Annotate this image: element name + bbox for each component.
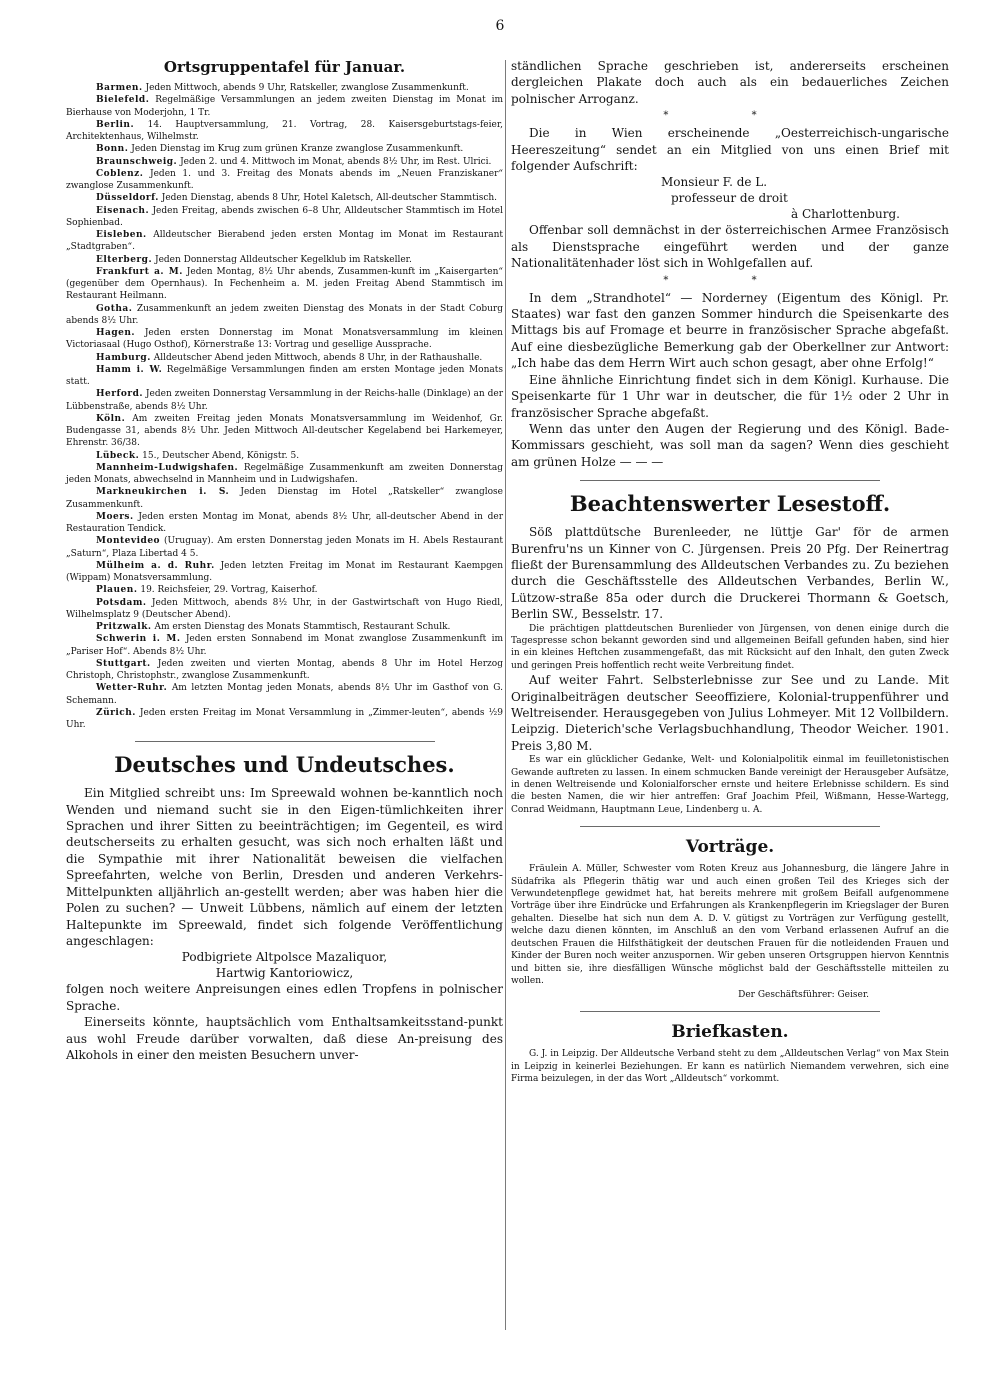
ortsgruppe-entry [66,388,503,413]
paragraph: Wenn das unter den Augen der Regierung und des Königl. Bade-Kommissars geschieht, was soll man da sagen? Wenn dies geschieht am grünen Holze — — — [511,421,949,469]
signature: Der Geschäftsführer: Geiser. [738,990,869,1001]
ortsgruppe-entry [66,82,503,94]
entry-text: 15., Deutscher Abend, Königstr. 5. [142,450,300,461]
entry-text: Alldeutscher Bierabend jeden ersten Montag im Monat im Restaurant „Stadtgraben“. [66,230,503,253]
entry-text: Jeden zweiten und vierten Montag, abends 8 Uhr im Hotel Herzog Christoph, Christophstr., zwanglose Zusammenkunft. [66,658,503,681]
book-entry: Söß plattdütsche Burenleeder, ne lüttje Gar' för de armen Burenfru'ns un Kinner von C. Jürgensen. Preis 20 Pfg. Der Reinertrag fließt der Burensammlung des Alldeutschen Verbandes zu. Zu beziehen durch die Geschäftsstelle des Alldeutschen Verbandes, Berlin W., Lützow-straße 85a oder durch die Druckerei Thormann & Goetsch, Berlin SW., Besselstr. 17. [511,525,949,622]
entry-text: Jeden Donnerstag Alldeutscher Kegelklub im Ratskeller. [154,254,412,265]
entry-city: Potsdam. [96,597,147,608]
section-title-ortsgruppentafel: Ortsgruppentafel für Januar. [163,58,406,76]
poster-line: Hartwig Kantoriowicz, [215,966,354,981]
entry-city: Montevideo [96,536,161,547]
entry-text: Jeden Dienstag im Hotel „Ratskeller“ zwanglose Zusammenkunft. [66,487,504,510]
entry-city: Bonn. [96,144,129,155]
entry-city: Köln. [96,413,126,424]
entry-city: Barmen. [96,83,143,93]
entry-text: Jeden ersten Donnerstag im Monat Monatsversammlung im kleinen Victoriasaal (Hugo Osthof), Körnerstraße 13: Vortrag und gesellige Aussprache. [66,328,503,351]
ortsgruppe-entry [66,364,503,389]
entry-text: Zusammenkunft an jedem zweiten Dienstag des Monats in der Stadt Coburg abends 8½ Uhr. [66,303,503,326]
entry-city: Eisenach. [96,205,150,216]
ortsgruppe-entry [66,707,503,732]
paragraph: folgen noch weitere Anpreisungen eines edlen Tropfens in polnischer Sprache. [66,982,503,1013]
book-note: Die prächtigen plattdeutschen Burenlieder von Jürgensen, von denen einige durch die Tagespresse schon bekannt geworden sind und allgemeinen Beifall gefunden haben, sind hier in ein kleines Heftchen zusammengefaßt, das mit Rücksicht auf den Inhalt, den guten Zweck und geringen Preis hoffentlich recht weite Verbreitung findet. [511,623,949,671]
entry-city: Schwerin i. M. [96,634,181,645]
entry-text: Jeden Mittwoch, abends 8½ Uhr, in der Gastwirtschaft von Hugo Riedl, Wilhelmsplatz 9 (Deutscher Abend). [66,597,503,620]
right-column [511,58,949,1086]
entry-text: Am ersten Dienstag des Monats Stammtisch, Restaurant Schulk. [154,622,451,632]
entry-city: Markneukirchen i. S. [96,487,230,498]
entry-city: Hamm i. W. [96,364,163,375]
ortsgruppe-entry [66,303,503,328]
paragraph: Die in Wien erscheinende „Oesterreichisch-ungarische Heereszeitung“ sendet an ein Mitglied von uns einen Brief mit folgender Aufschrift: [511,126,949,174]
ortsgruppe-entry [66,621,503,633]
entry-city: Mannheim-Ludwigshafen. [96,462,239,473]
entry-city: Pritzwalk. [96,622,152,632]
ortsgruppe-entry [66,119,503,144]
entry-city: Coblenz. [96,168,144,179]
entry-city: Wetter-Ruhr. [96,683,168,694]
ortsgruppe-entry [66,633,503,658]
entry-text: Jeden ersten Freitag im Monat Versammlung in „Zimmer-leuten“, abends ½9 Uhr. [66,707,503,730]
ortsgruppe-entry [66,94,503,119]
separator [135,741,435,742]
entries-list [66,82,503,731]
entry-text: Am letzten Montag jeden Monats, abends 8½ Uhr im Gasthof von G. Schemann. [66,683,503,706]
ortsgruppe-entry [66,560,503,585]
entry-city: Mülheim a. d. Ruhr. [96,560,215,571]
paragraph: Eine ähnliche Einrichtung findet sich in dem Königl. Kurhause. Die Speisenkarte für 1 Uhr war in deutscher, die für 1½ oder 2 Uhr in französischer Sprache abgefaßt. [511,372,949,420]
paragraph: Einerseits könnte, hauptsächlich vom Enthaltsamkeitsstand-punkt aus wohl Freude darüber vorwalten, daß diese An-preisung des Alkohols in einer den meisten Besuchern unver- [66,1015,503,1062]
ortsgruppe-entry [66,143,503,155]
ortsgruppe-entry [66,352,503,364]
section-title-briefkasten: Briefkasten. [671,1022,789,1043]
left-column [66,58,503,1063]
paragraph: In dem „Strandhotel“ — Norderney (Eigentum des Königl. Pr. Staates) war fast den ganzen Sommer hindurch die Speisenkarte des Mittags bis auf Fromage et beurre in französischer Sprache abgefaßt. Auf eine diesbezügliche Bemerkung gab der Oberkellner zur Antwort: „Ich habe das dem Herrn Wirt auch schon gesagt, aber ohne Erfolg!“ [511,290,949,371]
entry-text: 14. Hauptversammlung, 21. Vortrag, 28. Kaisersgeburtstags-feier, Architektenhaus, Wilhelmstr. [66,119,503,142]
separator [580,480,880,481]
entry-text: Jeden ersten Sonnabend im Monat zwanglose Zusammenkunft im „Pariser Hof“. Abends 8½ Uhr. [66,634,503,657]
entry-text: Jeden zweiten Donnerstag Versammlung in der Reichs-halle (Dinklage) an der Lübbenstraße, abends 8½ Uhr. [66,389,503,412]
entry-city: Frankfurt a. M. [96,266,183,277]
section-title-lesestoff: Beachtenswerter Lesestoff. [569,491,891,517]
entry-text: Jeden Dienstag, abends 8 Uhr, Hotel Kaletsch, All-deutscher Stammtisch. [161,193,498,204]
entry-text: Am zweiten Freitag jeden Monats Monatsversammlung im Weidenhof, Gr. Budengasse 31, abends 8½ Uhr. Jeden Mittwoch All-deutscher Kegelabend bei Harkemeyer, Ehrenstr. 36/38. [66,413,503,449]
column-rule [505,60,506,1330]
ortsgruppe-entry [66,156,503,168]
lecture-text: Fräulein A. Müller, Schwester vom Roten Kreuz aus Johannesburg, die längere Jahre in Südafrika als Pflegerin thätig war und auch einen großen Teil des Krieges sich der Verwundetenpflege gewidmet hat, hat bereits mehrere mit großem Beifall aufgenommene Vorträge über ihre Eindrücke und Erfahrungen als Krankenpflegerin im Kriegslager der Buren gehalten. Dieselbe hat sich nun dem A. D. V. gütigst zu Vorträgen zur Verfügung gestellt, welche dazu dienen könnten, im Anschluß an den vom Verband erlassenen Aufruf an die deutschen Frauen die Hilfsthätigkeit der deutschen Frauen für die notleidenden Frauen und Kinder der Buren noch weiter anzuspornen. Wir geben unseren Ortsgruppen hiervon Kenntnis und bitten sie, ihre diesfälligen Wünsche möglichst bald der Geschäftsstelle mitteilen zu wollen. [511,864,949,986]
paragraph: ständlichen Sprache geschrieben ist, andererseits erscheinen dergleichen Plakate doch auch als ein bedauerliches Zeichen polnischer Arroganz. [511,59,949,106]
ortsgruppe-entry [66,192,503,204]
paragraph: Offenbar soll demnächst in der österreichischen Armee Französisch als Dienstsprache eingeführt werden und der ganze Nationalitätenhader löst sich in Wohlgefallen auf. [511,223,949,271]
entry-city: Berlin. [96,119,135,130]
entry-city: Braunschweig. [96,156,178,167]
section-title-vortraege: Vorträge. [685,837,775,858]
separator [580,826,880,827]
ortsgruppe-entry [66,168,503,193]
entry-city: Elterberg. [96,254,153,265]
entry-city: Stuttgart. [96,658,151,669]
entry-city: Hagen. [96,328,136,338]
entry-text: (Uruguay). Am ersten Donnerstag jeden Monats im H. Abels Restaurant „Saturn“, Plaza Libertad 4 5. [66,536,503,559]
ortsgruppe-entry [66,413,503,450]
ortsgruppe-entry [66,511,503,536]
poster-line: Podbigriete Altpolsce Mazaliquor, [181,950,388,965]
ortsgruppe-entry [66,450,503,462]
entry-city: Düsseldorf. [96,193,159,204]
address-line: à Charlottenburg. [791,207,900,222]
entry-text: Alldeutscher Abend jeden Mittwoch, abends 8 Uhr, in der Rathaushalle. [153,352,483,363]
entry-city: Lübeck. [96,450,140,461]
entry-text: Regelmäßige Zusammenkunft am zweiten Donnerstag jeden Monats, abwechselnd in Mannheim und in Ludwigshafen. [66,462,503,485]
entry-text: Jeden Dienstag im Krug zum grünen Kranze zwanglose Zusammenkunft. [131,144,464,155]
entry-city: Gotha. [96,303,133,314]
address-line: Monsieur F. de L. [661,175,768,190]
ortsgruppe-entry [66,462,503,487]
ortsgruppe-entry [66,205,503,230]
ortsgruppe-entry [66,584,503,596]
ortsgruppe-entry [66,229,503,254]
entry-city: Zürich. [96,707,136,718]
letter-text: G. J. in Leipzig. Der Alldeutsche Verband steht zu dem „Alldeutschen Verlag“ von Max Stein in Leipzig in keinerlei Beziehungen. Er kann es natürlich Niemandem verwehren, sich eine Firma beizulegen, in der das Wort „Alldeutsch“ vorkommt. [511,1049,949,1085]
ortsgruppe-entry [66,682,503,707]
ortsgruppe-entry [66,486,503,511]
page-number: 6 [495,18,505,34]
ortsgruppe-entry [66,535,503,560]
book-entry: Auf weiter Fahrt. Selbsterlebnisse zur See und zu Lande. Mit Originalbeiträgen deutscher Seeoffiziere, Kolonial-truppenführer und Weltreisender. Herausgegeben von Julius Lohmeyer. Mit 12 Vollbildern. Leipzig. Dieterich'sche Verlagsbuchhandlung, Theodor Weicher. 1901. Preis 3,80 M. [511,673,949,753]
paragraph: Ein Mitglied schreibt uns: Im Spreewald wohnen be-kanntlich noch Wenden und niemand sucht sie in den Eigen-tümlichkeiten ihrer Sprachen und ihrer Sitten zu beeinträchtigen; im Gegenteil, es wird deutscherseits zu erhalten gesucht, was sich noch erhalten läßt und die Sympathie mit ihrer Nationalität beweisen die vielfachen Spreefahrten, welche von Berlin, Dresden und anderen Verkehrs-Mittelpunkten alljährlich an-gestellt werden; aber was haben hier die Polen zu suchen? — Unweit Lübbens, nämlich auf einem der letzten Haltepunkte im Spreewald, findet sich folgende Veröffentlichung angeschlagen: [66,786,503,948]
entry-text: Jeden letzten Freitag im Monat im Restaurant Kaempgen (Wippam) Monatsversammlung. [66,560,503,583]
ortsgruppe-entry [66,597,503,622]
address-line: professeur de droit [671,191,788,206]
stars-divider: * * [663,110,797,122]
entry-text: Regelmäßige Versammlungen an jedem zweiten Dienstag im Monat im Bierhause von Moderjohn, 1 Tr. [66,95,503,118]
entry-city: Moers. [96,511,134,522]
ortsgruppe-entry [66,658,503,683]
entry-text: Regelmäßige Versammlungen finden am ersten Montage jeden Monats statt. [66,364,503,387]
stars-divider: * * [663,274,797,286]
entry-city: Plauen. [96,585,138,596]
section-title-deutsches: Deutsches und Undeutsches. [114,752,455,778]
entry-city: Hamburg. [96,352,151,363]
book-note: Es war ein glücklicher Gedanke, Welt- und Kolonialpolitik einmal im feuilletonistischen Gewande auftreten zu lassen. In einem schmucken Bande vereinigt der Herausgeber Aufsätze, in denen Weltreisende und Kolonialforscher ernste und heitere Erlebnisse schildern. Es sind die besten Namen, die wir hier antreffen: Graf Joachim Pfeil, Wißmann, Hesse-Wartegg, Conrad Weidmann, Hauptmann Leue, Lindenberg u. A. [511,755,949,815]
entry-city: Eisleben. [96,230,147,240]
ortsgruppe-entry [66,254,503,266]
entry-text: 19. Reichsfeier, 29. Vortrag, Kaiserhof. [140,585,318,596]
ortsgruppe-entry [66,266,503,303]
entry-text: Jeden 1. und 3. Freitag des Monats abends im „Neuen Franziskaner“ zwanglose Zusammenkunft. [66,168,503,191]
entry-text: Jeden Mittwoch, abends 9 Uhr, Ratskeller, zwanglose Zusammenkunft. [145,83,469,93]
separator [580,1011,880,1012]
entry-text: Jeden ersten Montag im Monat, abends 8½ Uhr, all-deutscher Abend in der Restauration Tendick. [66,511,503,534]
entry-city: Bielefeld. [96,95,150,106]
entry-city: Herford. [96,389,144,400]
entry-text: Jeden Freitag, abends zwischen 6–8 Uhr, Alldeutscher Stammtisch im Hotel Sophienbad. [66,205,503,228]
entry-text: Jeden 2. und 4. Mittwoch im Monat, abends 8½ Uhr, im Rest. Ulrici. [180,156,492,167]
entry-text: Jeden Montag, 8½ Uhr abends, Zusammen-kunft im „Kaisergarten“ (gegenüber dem Opernhaus). In Fechenheim a. M. jeden Freitag Abend Stammtisch im Restaurant Heilmann. [66,266,503,302]
ortsgruppe-entry [66,327,503,352]
